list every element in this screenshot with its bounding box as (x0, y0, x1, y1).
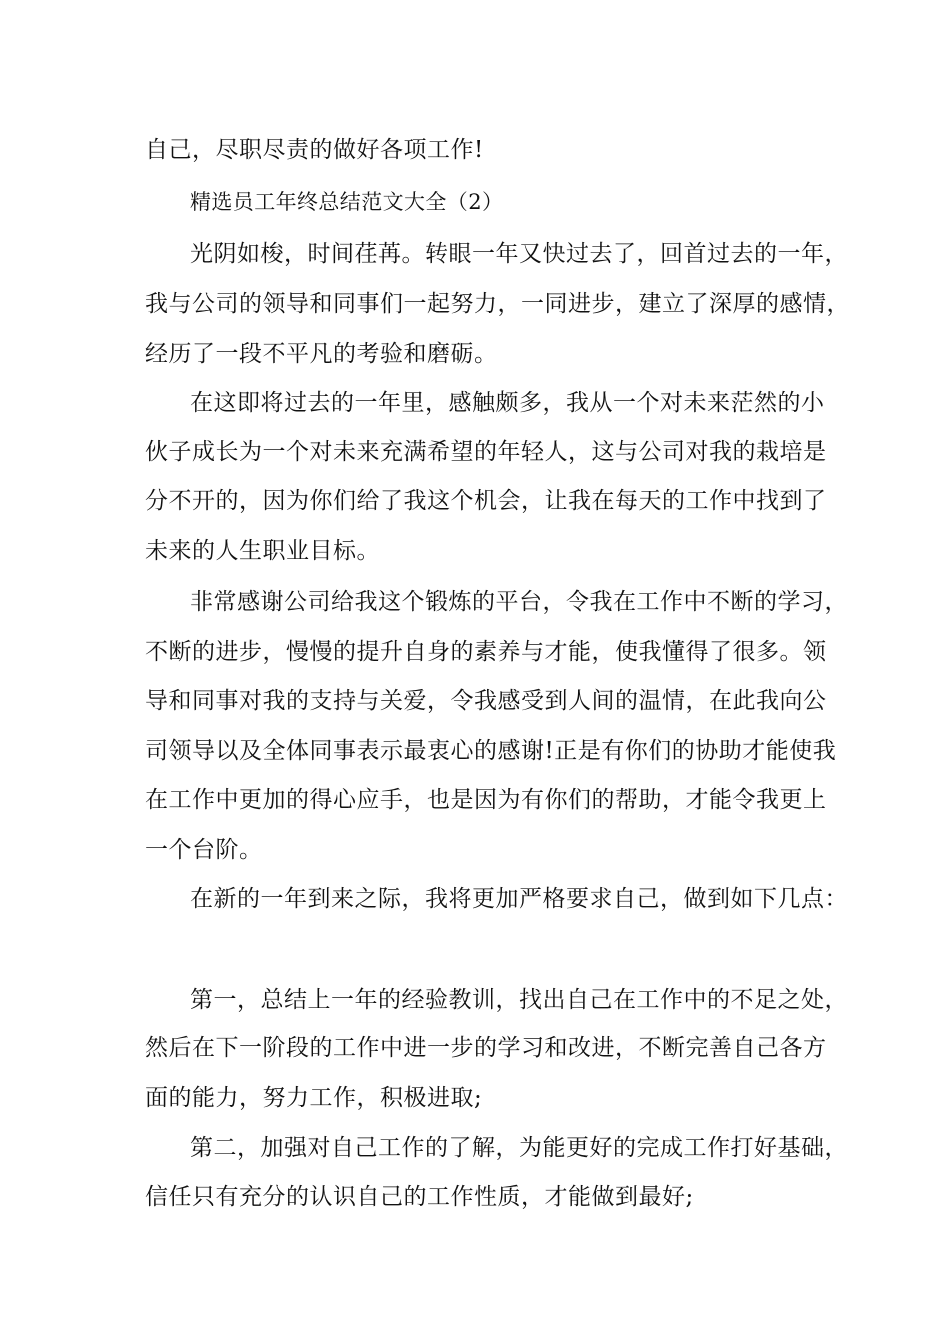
text-line: 司领导以及全体同事表示最衷心的感谢!正是有你们的协助才能使我 (145, 738, 837, 764)
text-line: 不断的进步，慢慢的提升自身的素养与才能，使我懂得了很多。领 (145, 639, 827, 665)
text-line: 伙子成长为一个对未来充满希望的年轻人，这与公司对我的栽培是 (145, 439, 827, 465)
text-line: 在工作中更加的得心应手，也是因为有你们的帮助，才能令我更上 (145, 787, 827, 813)
text-line: 然后在下一阶段的工作中进一步的学习和改进，不断完善自己各方 (145, 1035, 827, 1061)
text-line: 非常感谢公司给我这个锻炼的平台，令我在工作中不断的学习， (190, 589, 848, 615)
section-heading: 精选员工年终总结范文大全（2） (190, 190, 504, 214)
text-line: 一个台阶。 (145, 837, 263, 863)
text-line: 第二，加强对自己工作的了解，为能更好的完成工作打好基础， (190, 1135, 848, 1161)
text-line: 在新的一年到来之际，我将更加严格要求自己，做到如下几点： (190, 886, 848, 912)
text-line: 我与公司的领导和同事们一起努力，一同进步，建立了深厚的感情， (145, 291, 850, 317)
text-line: 第一，总结上一年的经验教训，找出自己在工作中的不足之处， (190, 987, 848, 1013)
text-line: 自己，尽职尽责的做好各项工作! (145, 137, 484, 163)
text-line: 分不开的，因为你们给了我这个机会，让我在每天的工作中找到了 (145, 488, 827, 514)
text-line: 光阴如梭，时间荏苒。转眼一年又快过去了，回首过去的一年， (190, 241, 848, 267)
text-line: 经历了一段不平凡的考验和磨砺。 (145, 341, 498, 367)
text-line: 在这即将过去的一年里，感触颇多，我从一个对未来茫然的小 (190, 390, 825, 416)
text-line: 信任只有充分的认识自己的工作性质，才能做到最好; (145, 1184, 694, 1210)
text-line: 导和同事对我的支持与关爱，令我感受到人间的温情，在此我向公 (145, 688, 827, 714)
text-line: 未来的人生职业目标。 (145, 538, 380, 564)
text-line: 面的能力，努力工作，积极进取; (145, 1085, 483, 1111)
